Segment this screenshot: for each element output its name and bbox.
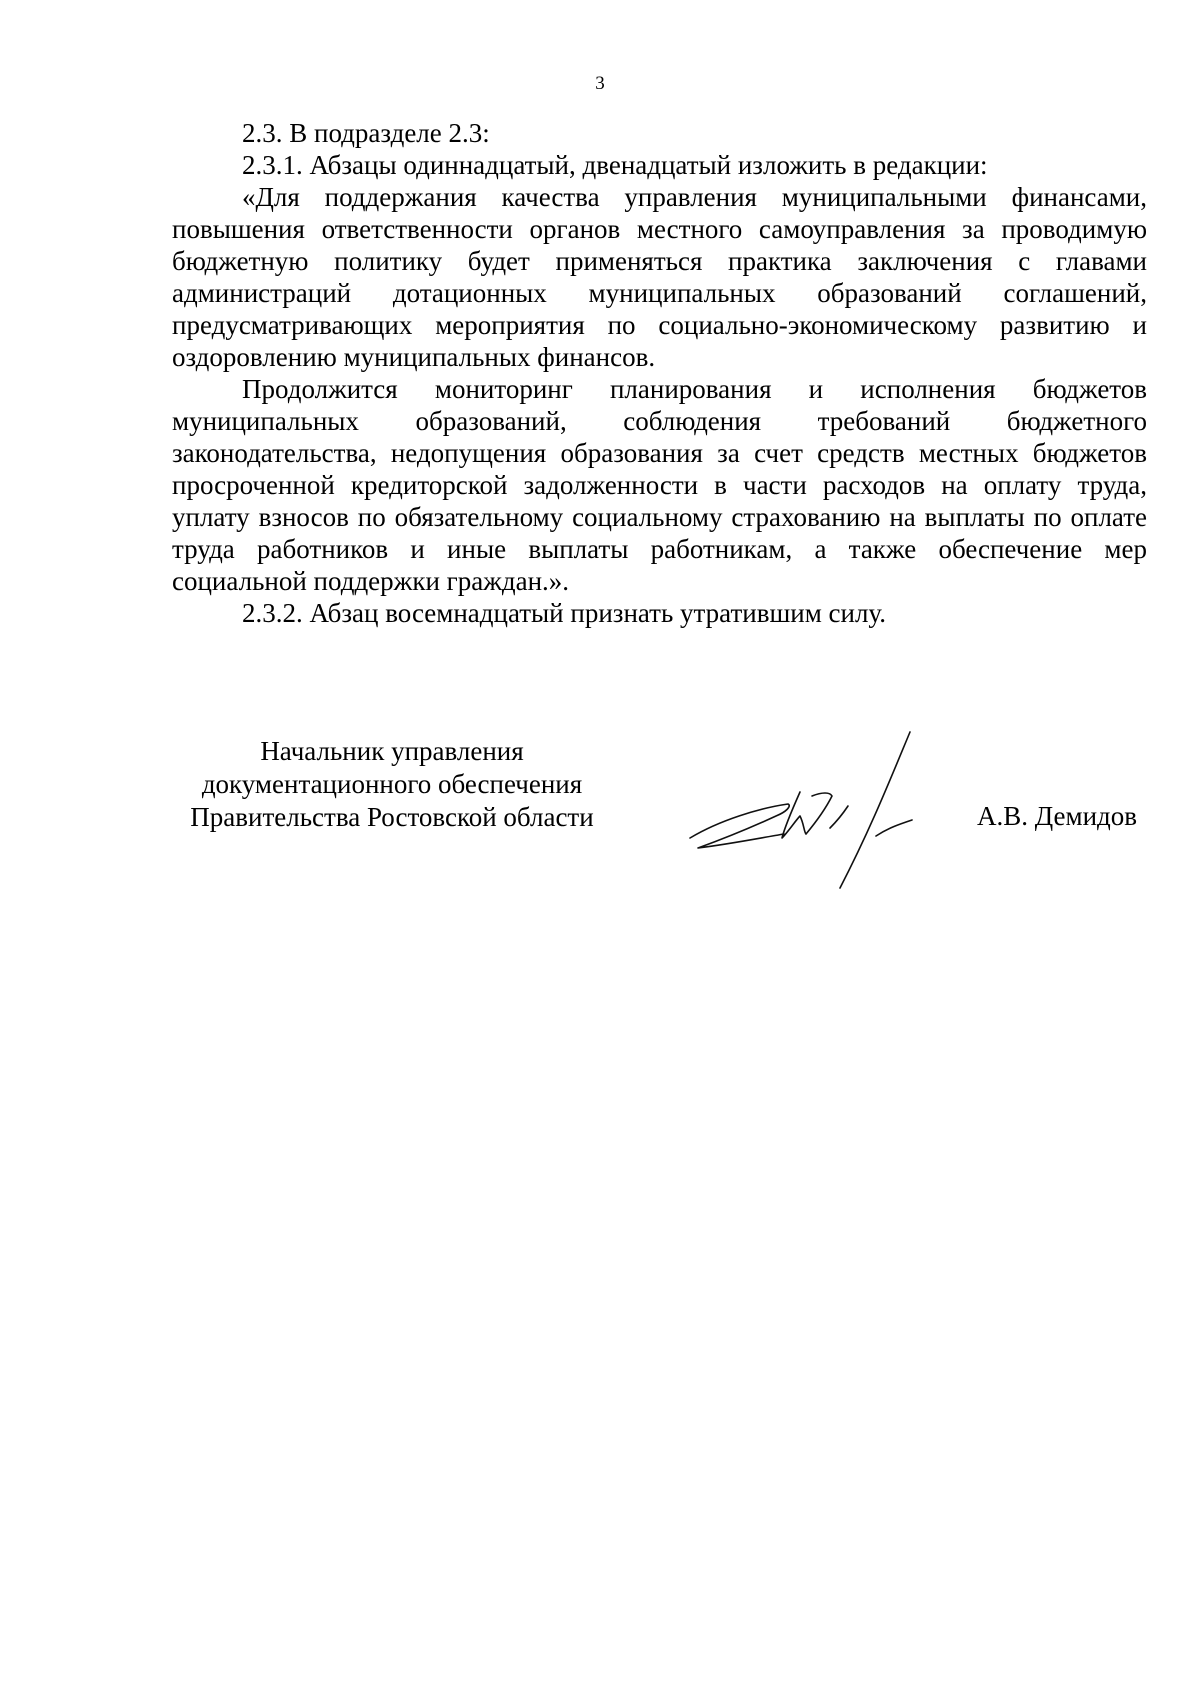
paragraph-repeal: 2.3.2. Абзац восемнадцатый признать утратившим силу. — [242, 598, 886, 628]
position-line-3: Правительства Ростовской области — [190, 802, 594, 832]
position-line-1: Начальник управления — [260, 736, 524, 766]
position-line-2: документационного обеспечения — [201, 769, 583, 799]
paragraph-quote-2: Продолжится мониторинг планирования и исполнения бюджетов муниципальных образований, соблюдения требований бюджетного законодательства, недопущения образования за счет средств местных бюджетов просроченной кредиторской задолженности в части расходов на оплату труда, уплату взносов по обязательному социальному страхованию на выплаты по оплате труда работников и иные выплаты работникам, а также обеспечение мер социальной поддержки граждан.». — [172, 374, 1147, 596]
page-number: 3 — [595, 73, 605, 94]
handwritten-signature — [680, 720, 980, 920]
document-body — [172, 117, 1147, 629]
paragraph-amendment: 2.3.1. Абзацы одиннадцатый, двенадцатый изложить в редакции: — [242, 150, 988, 180]
signer-name: А.В. Демидов — [977, 801, 1138, 831]
signatory-position — [172, 735, 612, 834]
paragraph-quote-1: «Для поддержания качества управления муниципальными финансами, повышения ответственности органов местного самоуправления за проводимую бюджетную политику будет применяться практика заключения с главами администраций дотационных муниципальных образований соглашений, предусматривающих мероприятия по социально-экономическому развитию и оздоровлению муниципальных финансов. — [172, 182, 1147, 372]
paragraph-subsection: 2.3. В подразделе 2.3: — [242, 118, 490, 148]
